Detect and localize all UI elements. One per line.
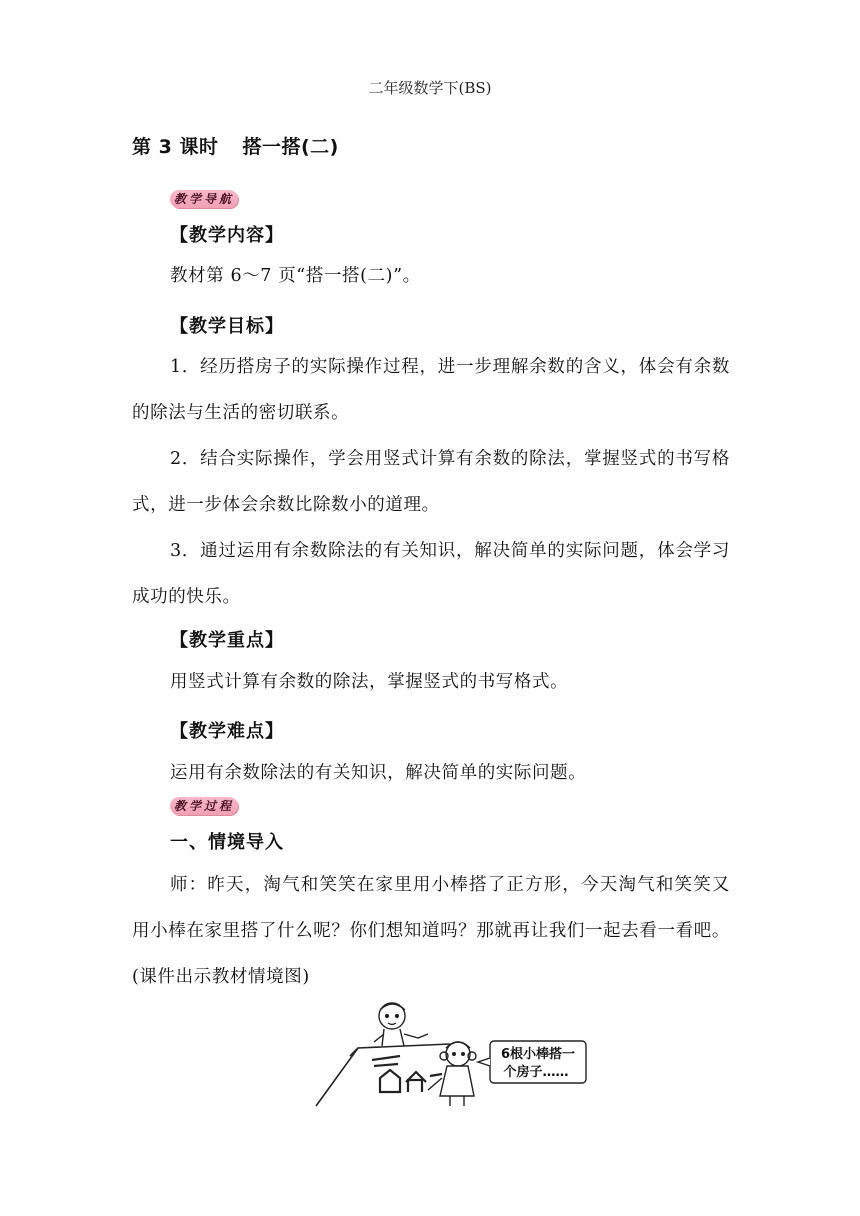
tag-teaching-process: 教学过程 — [170, 797, 238, 815]
bubble-line-1: 6根小棒搭一 — [500, 1047, 576, 1062]
goal-item-2: 2．结合实际操作，学会用竖式计算有余数的除法，掌握竖式的书写格式，进一步体会余数比除数小的道理。 — [132, 449, 730, 515]
section-difficulty-text: 运用有余数除法的有关知识，解决简单的实际问题。 — [170, 763, 587, 783]
goal-item-1: 1．经历搭房子的实际操作过程，进一步理解余数的含义，体会有余数的除法与生活的密切联系。 — [132, 357, 730, 423]
bubble-line-2: 个房子…… — [503, 1065, 569, 1080]
goal-item-3: 3．通过运用有余数除法的有关知识，解决简单的实际问题，体会学习成功的快乐。 — [132, 541, 730, 607]
lesson-title — [132, 132, 339, 159]
lesson-number: 第 3 课时 — [132, 136, 219, 158]
speech-bubble — [478, 1041, 586, 1083]
step1-text: 师：昨天，淘气和笑笑在家里用小棒搭了正方形，今天淘气和笑笑又用小棒在家里搭了什么呢？你们想知道吗？那就再让我们一起去看一看吧。(课件出示教材情境图) — [132, 875, 730, 987]
page-header: 二年级数学下(BS) — [368, 79, 492, 97]
scene-illustration — [310, 996, 600, 1112]
section-key-text: 用竖式计算有余数的除法，掌握竖式的书写格式。 — [170, 672, 569, 692]
girl-figure — [428, 1042, 476, 1106]
section-key-heading: 【教学重点】 — [170, 630, 284, 651]
section-content-heading: 【教学内容】 — [170, 225, 284, 246]
tag-teaching-guide: 教学导航 — [170, 190, 238, 208]
lesson-name: 搭一搭(二) — [242, 136, 339, 158]
section-content-text: 教材第 6～7 页“搭一搭(二)”。 — [170, 266, 421, 286]
boy-figure — [374, 1003, 428, 1046]
section-goals-heading: 【教学目标】 — [170, 316, 284, 337]
section-difficulty-heading: 【教学难点】 — [170, 721, 284, 742]
step1-heading: 一、情境导入 — [170, 832, 284, 853]
